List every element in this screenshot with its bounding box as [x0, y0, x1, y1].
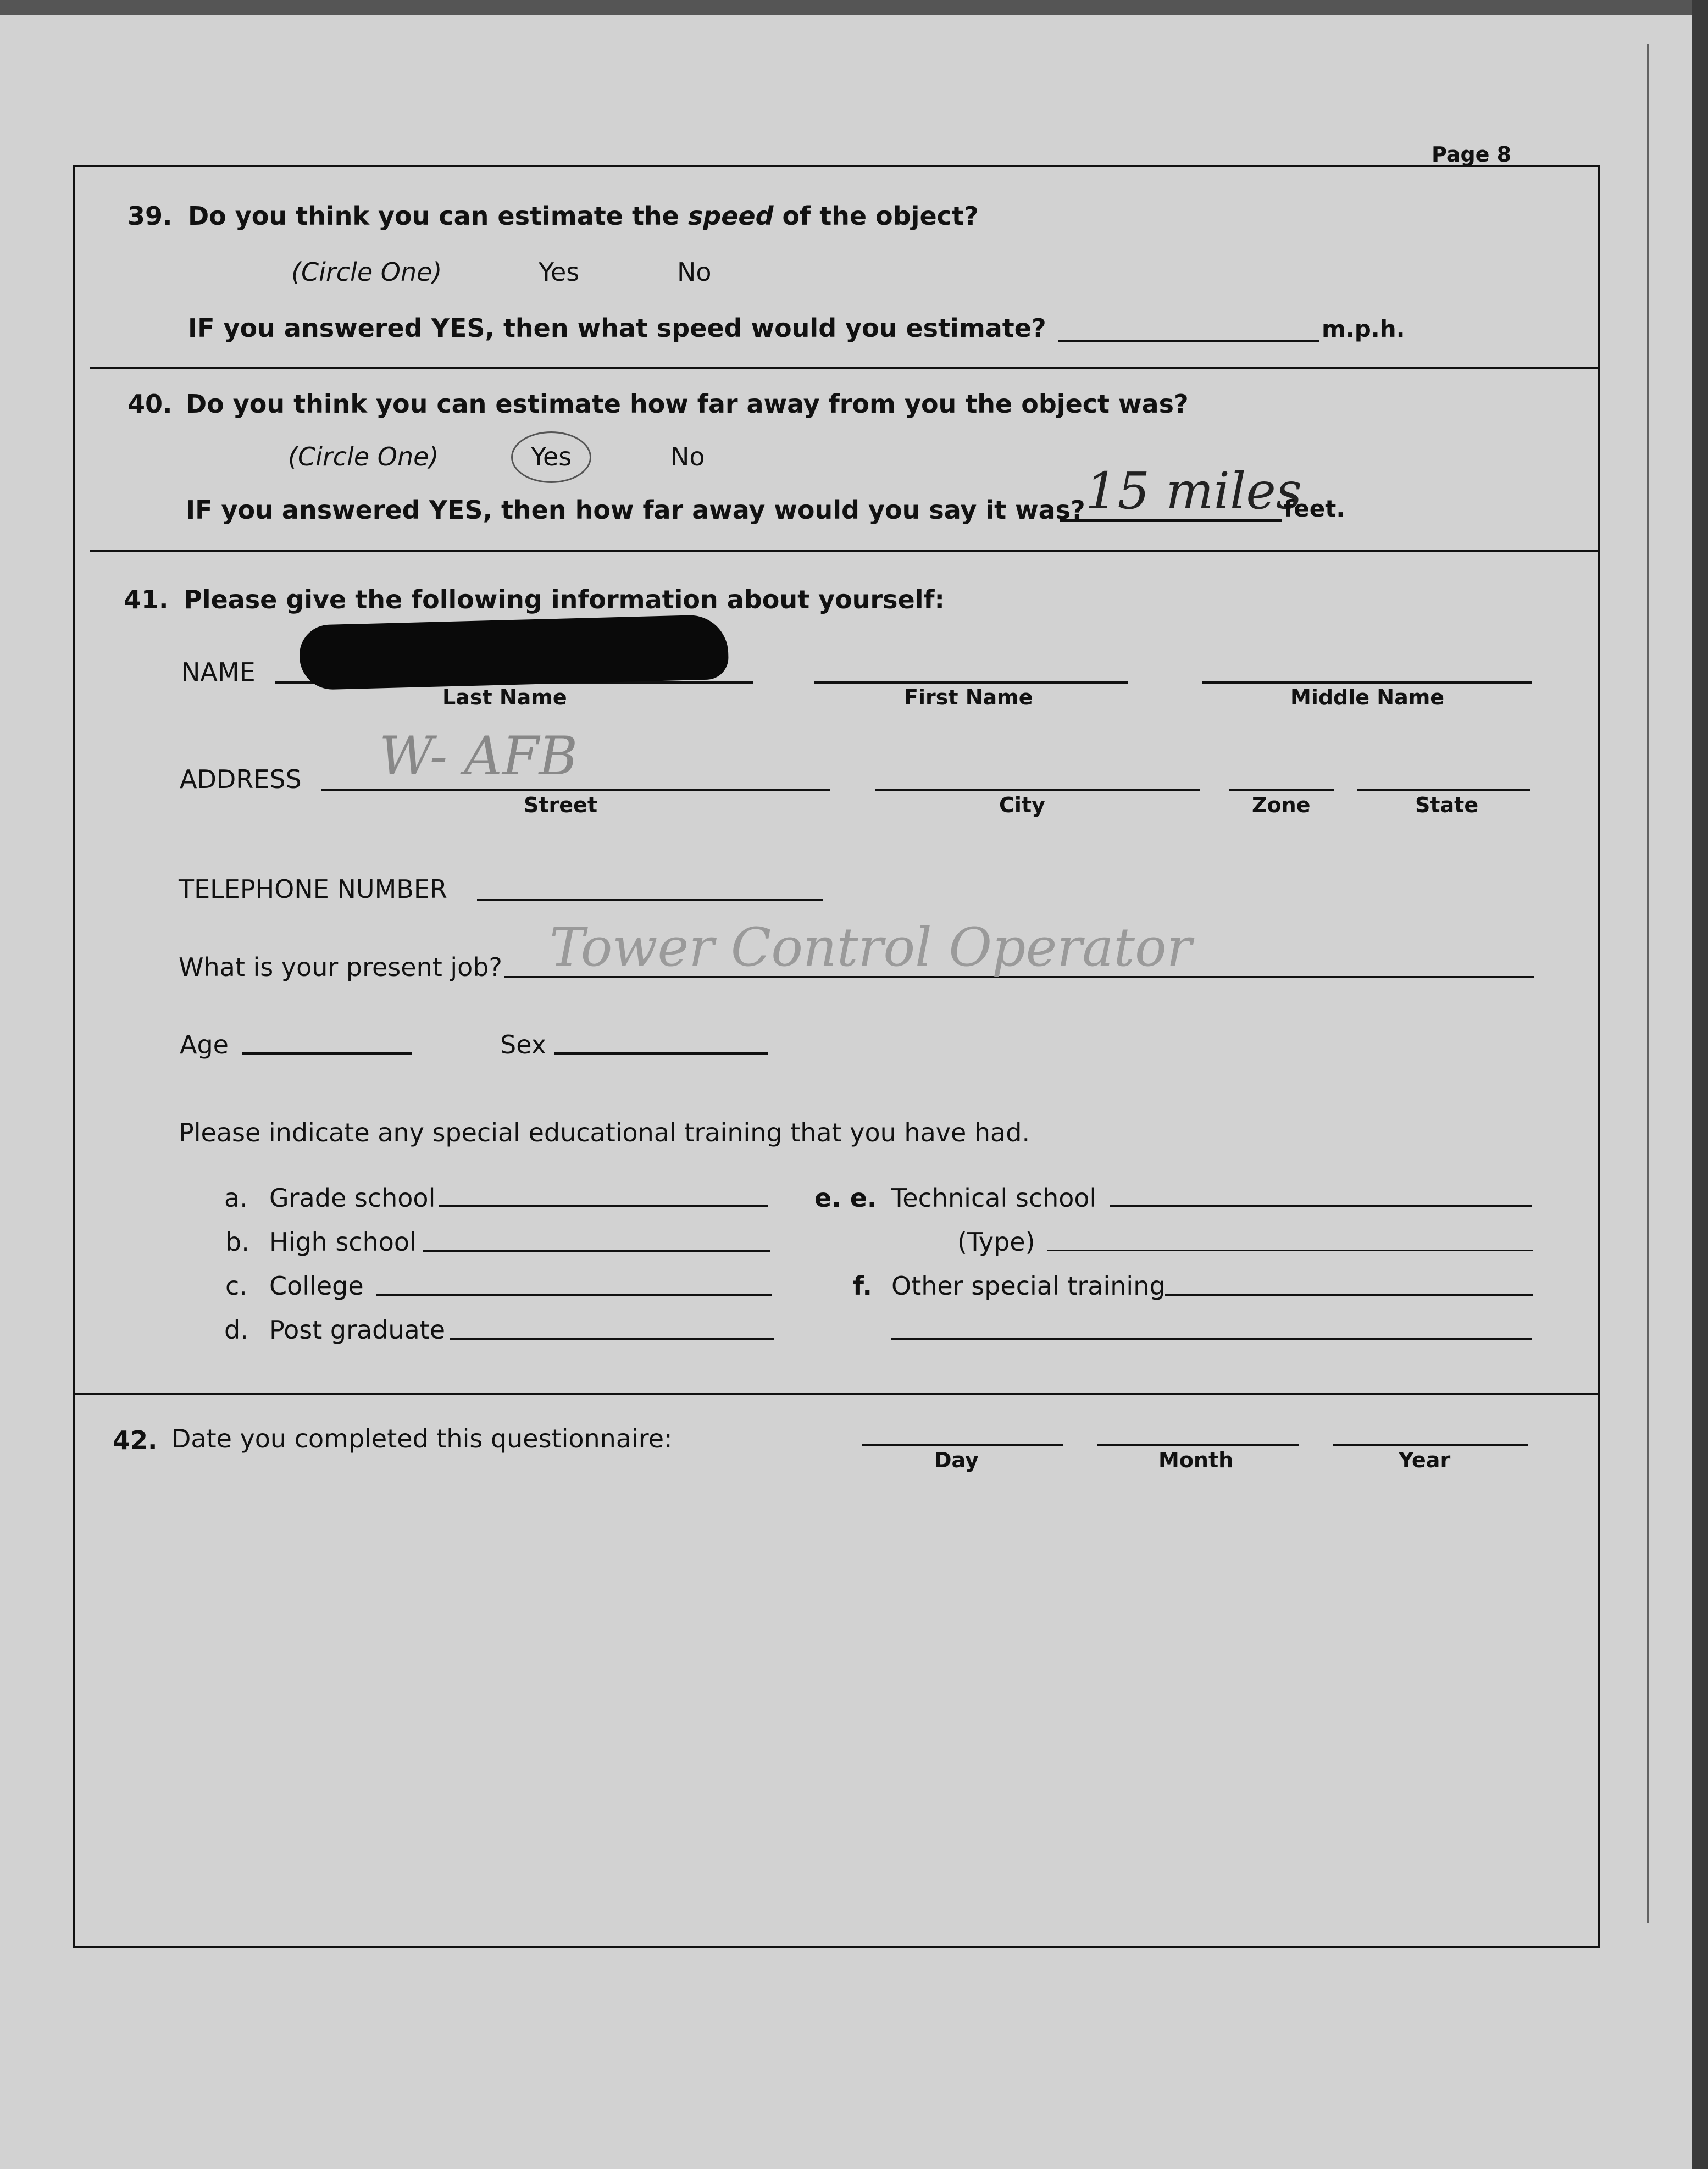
- form-frame: [73, 165, 1600, 1948]
- sex-field[interactable]: [554, 1052, 768, 1055]
- edu-e-label: Technical school: [891, 1183, 1097, 1213]
- q39-question-after: of the object?: [773, 201, 979, 231]
- q39-unit: m.p.h.: [1322, 315, 1405, 342]
- city-caption: City: [999, 793, 1045, 817]
- q41-number: 41.: [124, 585, 169, 614]
- middle-name-caption: Middle Name: [1290, 685, 1445, 709]
- q39-yes-option[interactable]: Yes: [539, 257, 580, 287]
- edu-b-letter: b.: [225, 1227, 249, 1257]
- scan-fold-line: [1647, 44, 1649, 1923]
- scan-edge-right: [1692, 0, 1708, 2169]
- q42-number: 42.: [113, 1425, 158, 1455]
- address-label: ADDRESS: [180, 764, 302, 794]
- other-training-field-2[interactable]: [891, 1338, 1532, 1340]
- grade-school-field[interactable]: [439, 1205, 768, 1207]
- other-training-field[interactable]: [1165, 1294, 1533, 1296]
- state-caption: State: [1415, 793, 1479, 817]
- edu-f-letter: f.: [853, 1271, 872, 1301]
- day-field[interactable]: [862, 1444, 1063, 1446]
- edu-a-label: Grade school: [269, 1183, 436, 1213]
- age-field[interactable]: [242, 1052, 412, 1055]
- technical-type-field[interactable]: [1047, 1250, 1533, 1251]
- job-label: What is your present job?: [179, 952, 502, 982]
- first-name-field[interactable]: [814, 681, 1128, 684]
- q40-unit: feet.: [1284, 495, 1345, 522]
- city-field[interactable]: [875, 789, 1200, 791]
- technical-school-field[interactable]: [1110, 1205, 1532, 1207]
- zone-caption: Zone: [1252, 793, 1311, 817]
- sex-label: Sex: [500, 1030, 546, 1059]
- q41-intro: Please give the following information about yourself:: [184, 585, 945, 614]
- zone-field[interactable]: [1229, 789, 1334, 791]
- q39-number: 39.: [127, 201, 173, 231]
- divider-39-40: [90, 367, 1599, 369]
- scan-edge-top: [0, 0, 1708, 15]
- year-field[interactable]: [1333, 1444, 1528, 1446]
- q39-speed-field[interactable]: [1058, 340, 1319, 342]
- edu-d-letter: d.: [224, 1315, 248, 1345]
- address-handwritten: W- AFB: [379, 725, 578, 787]
- college-field[interactable]: [376, 1294, 772, 1296]
- last-name-caption: Last Name: [442, 685, 567, 709]
- edu-e-letter: e. e.: [814, 1183, 877, 1213]
- q42-question: Date you completed this questionnaire:: [171, 1424, 673, 1454]
- q39-followup: IF you answered YES, then what speed would you estimate?: [188, 313, 1046, 343]
- year-caption: Year: [1399, 1448, 1451, 1472]
- street-caption: Street: [524, 793, 597, 817]
- edu-type-label: (Type): [957, 1227, 1035, 1257]
- page-number: Page 8: [1432, 142, 1512, 167]
- q39-no-option[interactable]: No: [677, 257, 712, 287]
- q39-question-em: speed: [687, 201, 774, 231]
- q40-handwritten-answer: 15 miles: [1085, 462, 1302, 520]
- q40-number: 40.: [127, 389, 173, 419]
- divider-40-41: [90, 550, 1599, 552]
- middle-name-field[interactable]: [1202, 681, 1532, 684]
- edu-f-label: Other special training: [891, 1271, 1166, 1301]
- month-caption: Month: [1158, 1448, 1234, 1472]
- name-label: NAME: [181, 657, 256, 687]
- redaction-mark: [299, 614, 729, 690]
- telephone-field[interactable]: [477, 899, 823, 901]
- q40-no-option[interactable]: No: [670, 442, 705, 471]
- q40-circle-one: (Circle One): [288, 442, 439, 471]
- q39-question: [188, 203, 979, 229]
- edu-c-label: College: [269, 1271, 364, 1301]
- day-caption: Day: [934, 1448, 979, 1472]
- divider-41-42: [73, 1393, 1600, 1395]
- edu-a-letter: a.: [224, 1183, 248, 1213]
- q40-followup: IF you answered YES, then how far away would you say it was?: [186, 495, 1085, 525]
- q39-question-before: Do you think you can estimate the: [188, 201, 688, 231]
- month-field[interactable]: [1097, 1444, 1299, 1446]
- edu-d-label: Post graduate: [269, 1315, 446, 1345]
- q40-question: Do you think you can estimate how far away from you the object was?: [186, 389, 1189, 419]
- edu-b-label: High school: [269, 1227, 417, 1257]
- education-prompt: Please indicate any special educational training that you have had.: [179, 1118, 1030, 1147]
- job-handwritten: Tower Control Operator: [550, 917, 1192, 978]
- high-school-field[interactable]: [423, 1250, 770, 1252]
- post-graduate-field[interactable]: [450, 1338, 774, 1340]
- state-field[interactable]: [1357, 789, 1530, 791]
- telephone-label: TELEPHONE NUMBER: [179, 874, 447, 904]
- q39-circle-one: (Circle One): [291, 257, 442, 287]
- edu-c-letter: c.: [225, 1271, 247, 1301]
- age-label: Age: [180, 1030, 229, 1059]
- q40-yes-option[interactable]: Yes: [531, 442, 572, 471]
- first-name-caption: First Name: [904, 685, 1033, 709]
- street-field[interactable]: [321, 789, 830, 791]
